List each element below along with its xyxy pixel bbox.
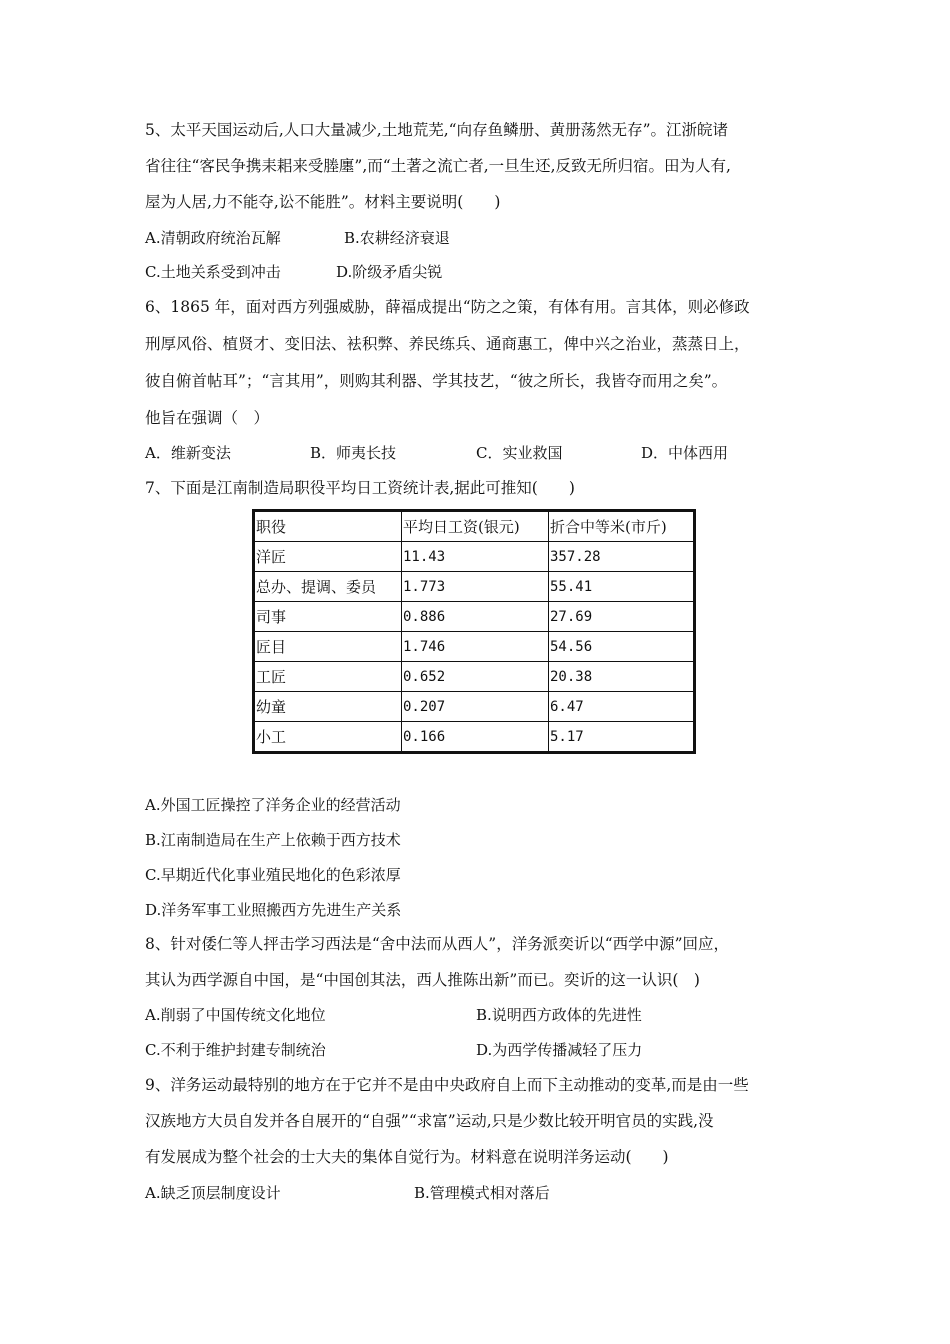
table-row — [254, 632, 695, 662]
q7-option-d: D.洋务军事工业照搬西方先进生产关系 — [145, 901, 402, 919]
table-cell: 小工 — [254, 722, 402, 753]
table-cell: 0.652 — [402, 662, 549, 692]
q7-option-a: A.外国工匠操控了洋务企业的经营活动 — [145, 796, 401, 814]
table-cell: 洋匠 — [254, 542, 402, 572]
table-row — [254, 692, 695, 722]
q8-option-d: D.为西学传播减轻了压力 — [476, 1041, 643, 1059]
q9-option-b: B.管理模式相对落后 — [414, 1184, 550, 1202]
q9-option-a: A.缺乏顶层制度设计 — [145, 1184, 281, 1202]
table-cell: 55.41 — [549, 572, 695, 602]
table-cell: 匠目 — [254, 632, 402, 662]
q5-option-d: D.阶级矛盾尖锐 — [336, 263, 443, 281]
q9-stem-line-1: 9、洋务运动最特别的地方在于它并不是由中央政府自上而下主动推动的变革,而是由一些 — [145, 1076, 749, 1094]
q6-option-a: A．维新变法 — [145, 444, 231, 462]
q5-option-a: A.清朝政府统治瓦解 — [145, 229, 281, 247]
table-cell: 5.17 — [549, 722, 695, 753]
table-header-row — [254, 511, 695, 542]
q6-stem-line-2: 刑厚风俗、植贤才、变旧法、袪积弊、养民练兵、通商惠工，俾中兴之治业，蒸蒸日上， — [145, 335, 750, 353]
q8-stem-line-1: 8、针对倭仁等人抨击学习西法是“舍中法而从西人”，洋务派奕䜣以“西学中源”回应， — [145, 935, 730, 953]
table-header-cell: 平均日工资(银元) — [402, 511, 549, 542]
q5-option-b: B.农耕经济衰退 — [344, 229, 450, 247]
table-cell: 1.746 — [402, 632, 549, 662]
table-cell: 54.56 — [549, 632, 695, 662]
table-cell: 总办、提调、委员 — [254, 572, 402, 602]
q5-stem-line-3: 屋为人居,力不能夺,讼不能胜”。材料主要说明( ) — [145, 193, 501, 211]
q8-option-a: A.削弱了中国传统文化地位 — [145, 1006, 326, 1024]
table-cell: 0.166 — [402, 722, 549, 753]
q6-option-b: B．师夷长技 — [310, 444, 397, 462]
table-header-cell: 折合中等米(市斤) — [549, 511, 695, 542]
q6-stem-line-1: 6、1865 年，面对西方列强威胁，薛福成提出“防之之策，有体有用。言其体，则必修政 — [145, 298, 750, 316]
q5-option-c: C.土地关系受到冲击 — [145, 263, 281, 281]
table-row — [254, 572, 695, 602]
table-cell: 0.207 — [402, 692, 549, 722]
table-cell: 1.773 — [402, 572, 549, 602]
table-cell: 6.47 — [549, 692, 695, 722]
table-cell: 0.886 — [402, 602, 549, 632]
q9-stem-line-2: 汉族地方大员自发并各自展开的“自强”“求富”运动,只是少数比较开明官员的实践,没 — [145, 1112, 714, 1130]
q5-stem-line-1: 5、太平天国运动后,人口大量减少,土地荒芜,“向存鱼鳞册、黄册荡然无存”。江浙皖诸 — [145, 121, 728, 139]
q9-stem-line-3: 有发展成为整个社会的士大夫的集体自觉行为。材料意在说明洋务运动( ) — [145, 1148, 669, 1166]
table-cell: 司事 — [254, 602, 402, 632]
wage-table — [252, 509, 696, 754]
table-cell: 工匠 — [254, 662, 402, 692]
table-row — [254, 662, 695, 692]
q6-option-d: D．中体西用 — [641, 444, 729, 462]
table-cell: 27.69 — [549, 602, 695, 632]
table-row — [254, 722, 695, 753]
q8-option-c: C.不利于维护封建专制统治 — [145, 1041, 326, 1059]
table-cell: 20.38 — [549, 662, 695, 692]
table-cell: 357.28 — [549, 542, 695, 572]
table-header-cell: 职役 — [254, 511, 402, 542]
q6-stem-line-4: 他旨在强调（ ） — [145, 409, 270, 427]
table-cell: 幼童 — [254, 692, 402, 722]
q5-stem-line-2: 省往往“客民争携耒耜来受塍廛”,而“土著之流亡者,一旦生还,反致无所归宿。田为人有, — [145, 157, 731, 175]
q7-option-c: C.早期近代化事业殖民地化的色彩浓厚 — [145, 866, 401, 884]
q7-stem: 7、下面是江南制造局职役平均日工资统计表,据此可推知( ) — [145, 479, 575, 497]
table-cell: 11.43 — [402, 542, 549, 572]
q8-stem-line-2: 其认为西学源自中国，是“中国创其法，西人推陈出新”而已。奕䜣的这一认识( ) — [145, 971, 700, 989]
table-row — [254, 542, 695, 572]
q6-stem-line-3: 彼自俯首帖耳”；“言其用”，则购其利器、学其技艺，“彼之所长，我皆夺而用之矣”。 — [145, 372, 728, 390]
q8-option-b: B.说明西方政体的先进性 — [476, 1006, 642, 1024]
table-row — [254, 602, 695, 632]
q7-option-b: B.江南制造局在生产上依赖于西方技术 — [145, 831, 401, 849]
q6-option-c: C．实业救国 — [476, 444, 563, 462]
